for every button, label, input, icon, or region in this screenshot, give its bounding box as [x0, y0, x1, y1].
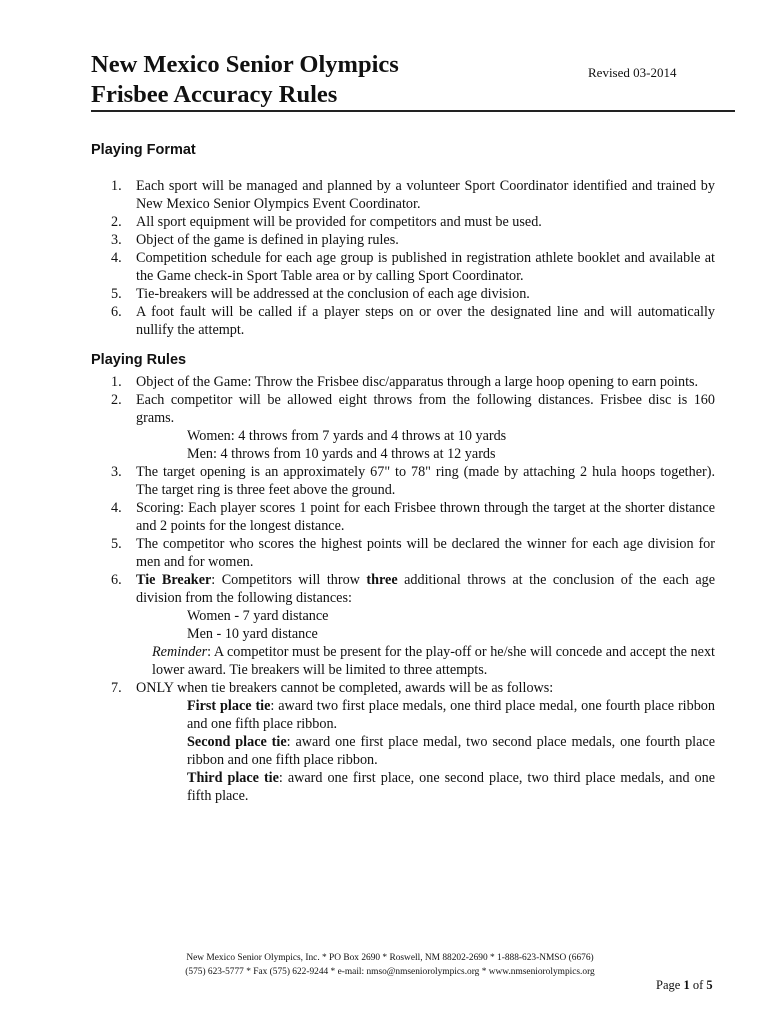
list-item: 3. Object of the game is defined in playing rules. — [111, 232, 399, 248]
list-item: 2. Each competitor will be allowed eight throws from the following distances. Frisbee disc is 160 grams. Women: 4 throws from 7 yards and 4 throws at 10 yards Men: 4 throws from 10 yards and 4 throws at 12 yards — [111, 392, 715, 462]
list-item: 6. A foot fault will be called if a player steps on or over the designated line and will automatically nullify the attempt. — [111, 304, 715, 338]
tie-breaker-count: three — [366, 572, 398, 588]
reminder-note: Reminder: A competitor must be present for the play-off or he/she will concede and accept the next lower award. Tie breakers will be limited to three attempts. — [152, 644, 715, 678]
list-item: 1. Object of the Game: Throw the Frisbee disc/apparatus through a large hoop opening to earn points. — [111, 374, 699, 390]
reminder-label: Reminder — [152, 644, 208, 660]
title-line-1 — [91, 50, 735, 80]
first-place-tie: First place tie: award two first place medals, one third place medal, one fourth place ribbon and one fifth place ribbon. — [187, 698, 715, 732]
tie-breaker-text: Tie Breaker: Competitors will throw three additional throws at the conclusion of the each age division from the following distances: — [136, 572, 716, 606]
third-place-tie: Third place tie: award one first place, one second place, two third place medals, and one fifth place. — [187, 770, 715, 804]
list-item: 5. The competitor who scores the highest points will be declared the winner for each age division for men and for women. — [111, 536, 715, 570]
title-organization: New Mexico Senior Olympics — [91, 51, 399, 78]
tie-breaker-label: Tie Breaker — [136, 572, 212, 588]
women-distances: Women: 4 throws from 7 yards and 4 throws at 10 yards — [187, 428, 507, 444]
header-divider — [91, 110, 735, 112]
title-line-2: Frisbee Accuracy Rules — [91, 81, 338, 108]
list-item: 7. ONLY when tie breakers cannot be completed, awards will be as follows: First place tie: award two first place medals, one third place medal, one fourth place ribbon and one fifth place ribbon. Second place tie: award one first place medal, two second place medals, one fourth place ribbon and one fifth place ribbon. Third place tie: award one first place, one second place, two third place medals, and one fifth place. — [111, 680, 716, 804]
document-header — [91, 50, 735, 110]
list-item: 1. Each sport will be managed and planned by a volunteer Sport Coordinator identified and trained by New Mexico Senior Olympics Event Coordinator. — [111, 178, 715, 212]
men-distances: Men: 4 throws from 10 yards and 4 throws at 12 yards — [187, 446, 496, 462]
men-tie-distance: Men - 10 yard distance — [187, 626, 318, 642]
list-item: 5. Tie-breakers will be addressed at the conclusion of each age division. — [111, 286, 530, 302]
women-tie-distance: Women - 7 yard distance — [187, 608, 329, 624]
list-item: 3. The target opening is an approximately 67" to 78" ring (made by attaching 2 hula hoops together). The target ring is three feet above the ground. — [111, 464, 715, 498]
playing-rules-heading: Playing Rules — [91, 352, 187, 368]
footer-address: New Mexico Senior Olympics, Inc. * PO Box 2690 * Roswell, NM 88202-2690 * 1-888-623-NMSO (6676) — [186, 953, 594, 963]
footer-contact: (575) 623-5777 * Fax (575) 622-9244 * e-mail: nmso@nmseniorolympics.org * www.nmseniorolympics.org — [185, 967, 595, 977]
revised-date: Revised 03-2014 — [588, 65, 677, 80]
list-item: 2. All sport equipment will be provided for competitors and must be used. — [111, 214, 542, 230]
playing-format-list — [91, 177, 715, 339]
page-number: Page 1 of 5 — [656, 978, 713, 992]
playing-format-heading: Playing Format — [91, 142, 196, 158]
list-item: 4. Competition schedule for each age group is published in registration athlete booklet and available at the Game check-in Sport Table area or by calling Sport Coordinator. — [111, 250, 715, 284]
list-item: 6. Tie Breaker: Competitors will throw three additional throws at the conclusion of the each age division from the following distances: Women - 7 yard distance Men - 10 yard distance Reminder: A competitor must be present for the play-off or he/she will concede and accept the next lower award. Tie breakers will be limited to three attempts. — [111, 572, 716, 678]
second-place-tie: Second place tie: award one first place medal, two second place medals, one fourth place ribbon and one fifth place ribbon. — [187, 734, 716, 768]
playing-rules-list — [91, 373, 715, 805]
list-item: 4. Scoring: Each player scores 1 point for each Frisbee thrown through the target at the shorter distance and 2 points for the longest distance. — [111, 500, 715, 534]
